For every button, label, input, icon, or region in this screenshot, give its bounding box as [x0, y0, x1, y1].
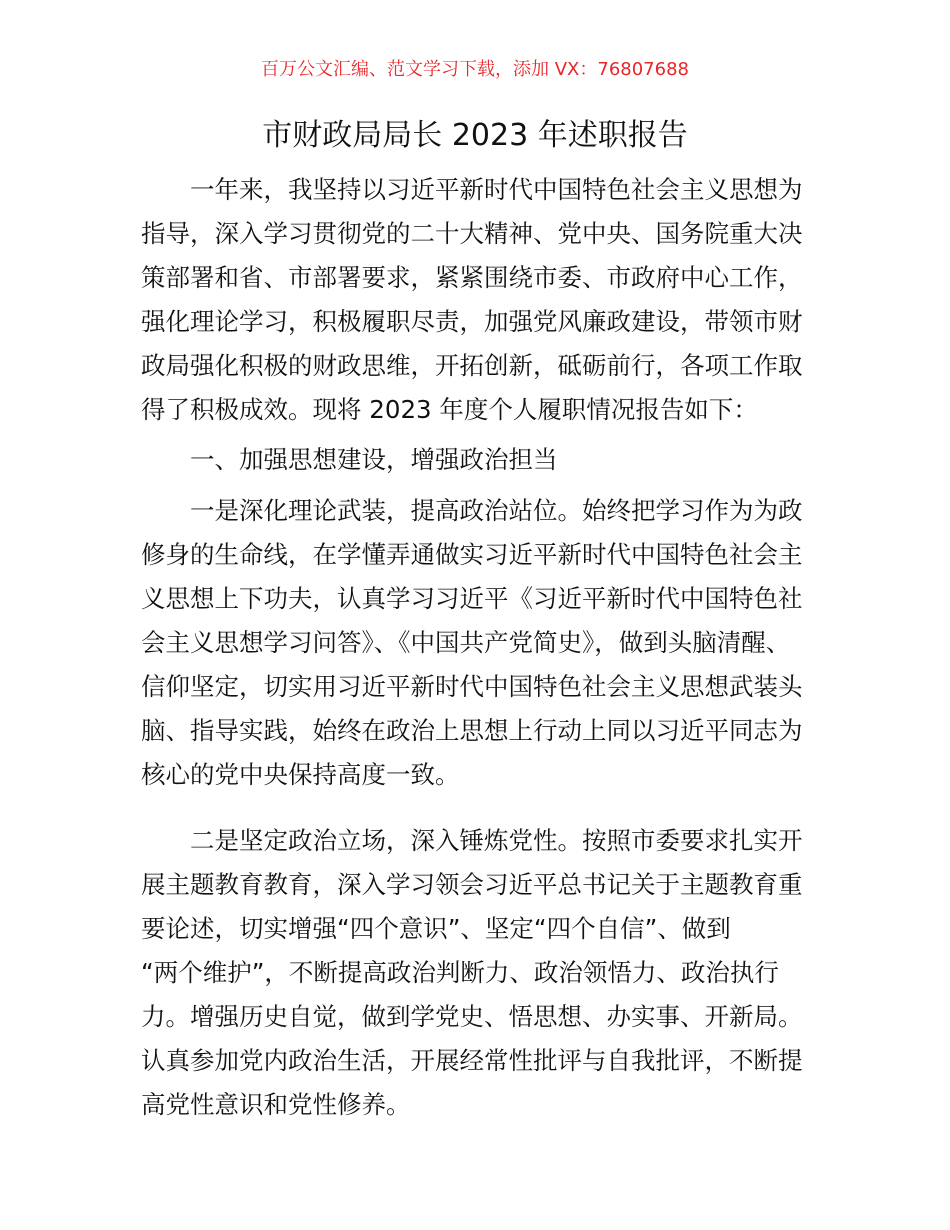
paragraph-line: 力。增强历史自觉，做到学党史、悟思想、办实事、开新局。: [141, 1002, 803, 1031]
watermark-banner: 百万公文汇编、范文学习下载，添加 VX：76807688: [261, 59, 689, 80]
paragraph-line: 一年来，我坚持以习近平新时代中国特色社会主义思想为: [190, 175, 803, 204]
point-one-paragraph: [141, 489, 821, 797]
paragraph-line: 信仰坚定，切实用习近平新时代中国特色社会主义思想武装头: [141, 672, 803, 701]
paragraph-line: 修身的生命线，在学懂弄通做实习近平新时代中国特色社会主: [141, 540, 803, 569]
paragraph-line: 脑、指导实践，始终在政治上思想上行动上同以习近平同志为: [141, 716, 803, 745]
point-two-paragraph: [141, 819, 821, 1127]
paragraph-line: 展主题教育教育，深入学习领会习近平总书记关于主题教育重: [141, 870, 803, 899]
paragraph-line: 政局强化积极的财政思维，开拓创新，砥砺前行，各项工作取: [141, 351, 803, 380]
paragraph-line: 要论述，切实增强“四个意识”、坚定“四个自信”、做到: [141, 914, 731, 943]
paragraph-line: 会主义思想学习问答》、《中国共产党简史》，做到头脑清醒、: [141, 628, 791, 657]
section-heading: [141, 438, 821, 482]
paragraph-line: 认真参加党内政治生活，开展经常性批评与自我批评，不断提: [141, 1046, 803, 1075]
paragraph-line: 二是坚定政治立场，深入锤炼党性。按照市委要求扎实开: [190, 826, 803, 855]
section-heading-text: 一、加强思想建设，增强政治担当: [190, 445, 558, 474]
paragraph-line: 高党性意识和党性修养。: [141, 1090, 411, 1119]
paragraph-line: 指导，深入学习贯彻党的二十大精神、党中央、国务院重大决: [141, 219, 803, 248]
paragraph-line: 强化理论学习，积极履职尽责，加强党风廉政建设，带领市财: [141, 307, 803, 336]
paragraph-line: 核心的党中央保持高度一致。: [141, 760, 460, 789]
paragraph-line: 策部署和省、市部署要求，紧紧围绕市委、市政府中心工作，: [141, 263, 803, 292]
paragraph-line: 一是深化理论武装，提高政治站位。始终把学习作为为政: [190, 496, 803, 525]
paragraph-line: 义思想上下功夫，认真学习习近平《习近平新时代中国特色社: [141, 584, 803, 613]
paragraph-line: 得了积极成效。现将 2023 年度个人履职情况报告如下：: [141, 395, 758, 424]
document-title: 市财政局局长 2023 年述职报告: [262, 118, 688, 153]
paragraph-line: “两个维护”，不断提高政治判断力、政治领悟力、政治执行: [141, 958, 779, 987]
intro-paragraph: [141, 168, 821, 432]
